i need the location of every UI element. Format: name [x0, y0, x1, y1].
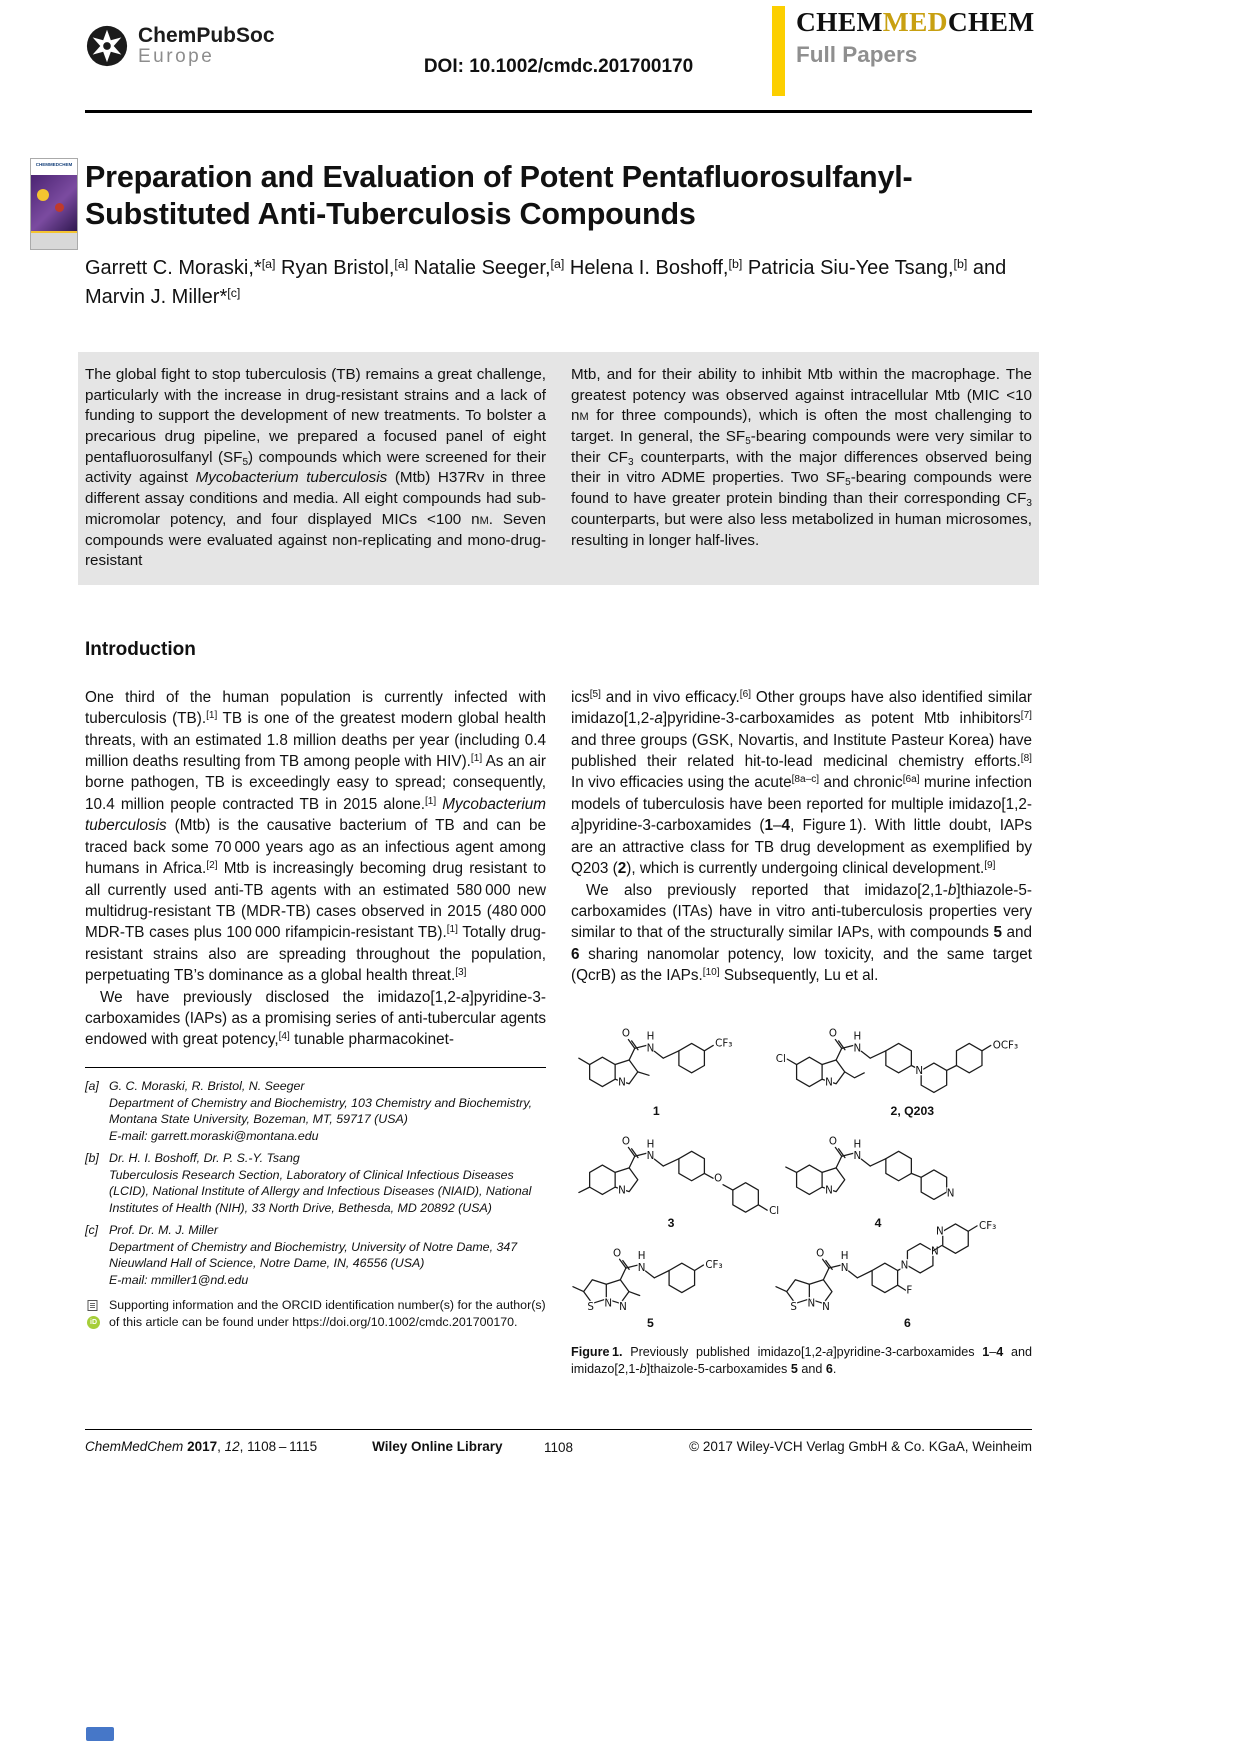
- atom-label-o: O: [621, 1134, 630, 1147]
- atom-label-h: H: [853, 1137, 862, 1150]
- atom-label-h: H: [853, 1030, 862, 1043]
- atom-label-n: N: [604, 1296, 613, 1309]
- doi-text: DOI: 10.1002/cmdc.201700170: [423, 56, 694, 77]
- article-title: Preparation and Evaluation of Potent Pentafluorosulfanyl- Substituted Anti-Tuberculosis Compounds: [85, 159, 913, 232]
- supporting-note-text: Supporting information and the ORCID identification number(s) for the author(s) of this article can be found under https://doi.org/10.1002/cmdc.201700170.: [109, 1298, 546, 1329]
- footnote-marker: [a]: [85, 1079, 99, 1094]
- page-footer: [85, 1429, 1032, 1454]
- abstract-box: [78, 352, 1039, 585]
- author-list: Garrett C. Moraski,*[a] Ryan Bristol,[a] Natalie Seeger,[a] Helena I. Boshoff,[b] Patricia Siu-Yee Tsang,[b] and Marvin J. Miller*[c]: [85, 256, 1007, 309]
- copyright-text: © 2017 Wiley-VCH Verlag GmbH & Co. KGaA, Weinheim: [689, 1439, 1032, 1454]
- supporting-information-note: [85, 1297, 546, 1330]
- journal-banner: [772, 6, 1035, 96]
- atom-label-n: N: [646, 1149, 655, 1162]
- note-icon-column: [85, 1297, 102, 1330]
- publisher-name-main: ChemPubSoc: [138, 24, 275, 47]
- atom-label-o: O: [816, 1246, 825, 1259]
- atom-label-n: N: [946, 1186, 955, 1199]
- substituent-label: CF₃: [979, 1219, 997, 1232]
- footnote-authors: Prof. Dr. M. J. Miller: [109, 1223, 218, 1238]
- atom-label-n: N: [915, 1064, 924, 1077]
- substituent-label: CF₃: [715, 1036, 733, 1049]
- journal-reference: ChemMedChem 2017, 12, 1108 – 1115: [85, 1439, 318, 1454]
- atom-label-n: N: [619, 1300, 627, 1313]
- cover-art-shape: [55, 203, 64, 212]
- publisher-name-region: Europe: [138, 46, 215, 68]
- intro-paragraph-3: ics[5] and in vivo efficacy.[6] Other groups have also identified similar imidazo[1,2-a]pyridine-3-carboxamides as potent Mtb inhibitors[7] and three groups (GSK, Novartis, and Institute Pasteur Korea) have published their related hit-to-lead medicinal chemistry efforts.[8] In vivo efficacies using the acute[8a–c] and chronic[6a] murine infection models of tuberculosis have been reported for multiple imidazo[1,2-a]pyridine-3-carboxamides (1–4, Figure 1). With little doubt, IAPs are an attractive class for TB drug development as exemplified by Q203 (2), which is currently undergoing clinical development.[9]: [571, 688, 1033, 878]
- cover-artwork: [31, 175, 77, 231]
- atom-label-h: H: [840, 1249, 849, 1262]
- compound-number: 3: [667, 1215, 675, 1230]
- page-header: [0, 0, 1241, 110]
- compound-number: 5: [647, 1315, 654, 1330]
- atom-label-n: N: [825, 1184, 833, 1197]
- compound-number: 6: [904, 1315, 911, 1330]
- figure-1: [571, 1001, 1032, 1378]
- footnote-authors: Dr. H. I. Boshoff, Dr. P. S.-Y. Tsang: [109, 1151, 300, 1166]
- figure-caption: Figure 1. Previously published imidazo[1,2-a]pyridine-3-carboxamides 1–4 and imidazo[2,1-b]thaizole-5-carboxamides 5 and 6.: [571, 1344, 1033, 1376]
- journal-cover-thumbnail: [30, 158, 78, 250]
- compound-number: 4: [874, 1215, 882, 1230]
- journal-accent-bar: [772, 6, 785, 96]
- substituent-label: CF₃: [705, 1258, 723, 1271]
- compound-structure-4: [786, 1135, 955, 1229]
- compound-structure-3: [579, 1135, 779, 1229]
- wiley-library-label: Wiley Online Library: [372, 1439, 503, 1454]
- header-divider: [85, 110, 1032, 113]
- body-column-right: [571, 687, 1032, 1378]
- orcid-icon: iD: [87, 1316, 100, 1329]
- atom-label-n: N: [618, 1076, 626, 1089]
- compound-structure-6: [776, 1219, 996, 1329]
- footnote-authors: G. C. Moraski, R. Bristol, N. Seeger: [109, 1079, 305, 1094]
- atom-label-h: H: [646, 1137, 655, 1150]
- journal-name: [796, 6, 1035, 38]
- atom-label-n: N: [825, 1076, 833, 1089]
- article-content: [85, 159, 1032, 1378]
- footnote-affiliation: Department of Chemistry and Biochemistry, 103 Chemistry and Biochemistry, Montana State University, Bozeman, MT, 59717 (USA) E-mail: garrett.moraski@montana.edu: [109, 1095, 533, 1143]
- page-number: 1108: [543, 1440, 574, 1455]
- corner-mark: [86, 1727, 114, 1741]
- atom-label-n: N: [637, 1261, 646, 1274]
- abstract-column-right: Mtb, and for their ability to inhibit Mtb within the macrophage. The greatest potency was observed against intracellular Mtb (MIC <10 nm for three compounds), which is often the most challenging to target. In general, the $SF_5$-bearing compounds were very similar to their $CF_3$ counterparts, with the major differences observed being their in vitro ADME properties. Two $SF_5$-bearing compounds were found to have greater protein binding than their corresponding $CF_3$ counterparts, but were also less metabolized in human microsomes, resulting in longer half-lives.: [571, 366, 1032, 549]
- introduction-heading: Introduction: [85, 638, 196, 660]
- atom-label-o: O: [714, 1172, 723, 1185]
- atom-label-f: F: [906, 1284, 913, 1297]
- footnote-affiliation: Department of Chemistry and Biochemistry, University of Notre Dame, 347 Nieuwland Hall of Science, Notre Dame, IN, 46556 (USA) E-mail: mmiller1@nd.edu: [109, 1239, 518, 1287]
- atom-label-n: N: [618, 1184, 626, 1197]
- atom-label-n: N: [900, 1259, 909, 1272]
- footnote-affiliation: Tuberculosis Research Section, Laboratory of Clinical Infectious Diseases (LCID), National Institute of Allergy and Infectious Diseases (NIAID), National Institutes of Health (NIH), 33 North Drive, Bethesda, MD 20892 (USA): [109, 1167, 532, 1215]
- cover-footer-strip: [31, 231, 77, 250]
- atom-label-n: N: [931, 1244, 939, 1257]
- intro-paragraph-2: We have previously disclosed the imidazo[1,2-a]pyridine-3-carboxamides (IAPs) as a promising series of anti-tubercular agents endowed with great potency,[4] tunable pharmacokinet-: [85, 988, 546, 1049]
- substituent-label: Cl: [769, 1204, 780, 1217]
- footnote-block: [85, 1078, 546, 1330]
- atom-label-n: N: [840, 1261, 849, 1274]
- atom-label-n: N: [935, 1225, 944, 1238]
- compound-number: 1: [652, 1103, 660, 1118]
- compound-structure-1: [579, 1027, 733, 1117]
- cover-journal-label: CHEMMEDCHEM: [31, 159, 77, 175]
- atom-label-n: N: [853, 1149, 862, 1162]
- atom-label-o: O: [828, 1134, 837, 1147]
- substituent-label: OCF₃: [992, 1038, 1019, 1051]
- intro-paragraph-1: One third of the human population is currently infected with tuberculosis (TB).[1] TB is one of the greatest modern global health threats, with an estimated 1.8 million deaths per year (including 0.4 million deaths resulting from TB among people with HIV).[1] As an air borne pathogen, TB is exceedingly easy to spread; consequently, 10.4 million people contracted TB in 2015 alone.[1] Mycobacterium tuberculosis (Mtb) is the causative bacterium of TB and can be traced back some 70 000 years ago as an infectious agent among humans in Africa.[2] Mtb is increasingly becoming drug resistant to all currently used anti-TB agents with an estimated 580 000 new multidrug-resistant TB (MDR-TB) cases observed in 2015 (480 000 MDR-TB cases plus 100 000 rifampicin-resistant TB).[1] Totally drug-resistant strains also are spreading throughout the population, perpetuating TB’s dominance as a global health threat.[3]: [85, 688, 547, 985]
- abstract-column-left: The global fight to stop tuberculosis (TB) remains a great challenge, particularly with the increase in drug-resistant strains and a lack of funding to support the development of new treatments. To bolster a precarious drug pipeline, we prepared a focused panel of eight pentafluorosulfanyl $(SF_5)$ compounds which were screened for their activity against Mycobacterium tuberculosis (Mtb) H37Rv in three different assay conditions and media. All eight compounds had sub-micromolar potency, and four displayed MICs <100 nm. Seven compounds were evaluated against non-replicating and mono-drug-resistant: [85, 366, 546, 570]
- compound-structure-5: [573, 1247, 723, 1330]
- footnote-marker: [c]: [85, 1223, 99, 1238]
- cover-art-shape: [37, 189, 49, 201]
- footnote-b: [85, 1150, 546, 1216]
- atom-label-s: S: [790, 1300, 797, 1313]
- two-column-body: [85, 687, 1032, 1378]
- atom-label-n: N: [822, 1300, 830, 1313]
- footnote-divider: [85, 1067, 546, 1068]
- footnote-c: [85, 1222, 546, 1288]
- journal-name-part1: CHEM: [796, 6, 883, 37]
- atom-label-s: S: [587, 1300, 594, 1313]
- atom-label-n: N: [646, 1041, 655, 1054]
- atom-label-h: H: [646, 1030, 655, 1043]
- figure-1-structures: [571, 1001, 1032, 1335]
- section-label: Full Papers: [796, 42, 918, 67]
- atom-label-cl: Cl: [775, 1052, 786, 1065]
- footnote-a: [85, 1078, 546, 1144]
- body-column-left: [85, 687, 546, 1378]
- footnote-marker: [b]: [85, 1151, 99, 1166]
- atom-label-o: O: [613, 1246, 622, 1259]
- journal-name-part2: MED: [882, 6, 948, 37]
- atom-label-n: N: [853, 1041, 862, 1054]
- atom-label-h: H: [637, 1249, 646, 1262]
- compound-number: 2, Q203: [890, 1103, 935, 1118]
- intro-paragraph-4: We also previously reported that imidazo[2,1-b]thiazole-5-carboxamides (ITAs) have in vitro anti-tuberculosis properties very similar to that of the structurally similar IAPs, with compounds 5 and 6 sharing nanomolar potency, low toxicity, and the same target (QcrB) as the IAPs.[10] Subsequently, Lu et al.: [571, 881, 1032, 985]
- atom-label-o: O: [828, 1027, 837, 1040]
- atom-label-o: O: [621, 1027, 630, 1040]
- supporting-info-icon: [87, 1299, 100, 1312]
- compound-structure-2: [776, 1027, 1018, 1117]
- atom-label-n: N: [807, 1296, 816, 1309]
- journal-name-part3: CHEM: [947, 6, 1035, 37]
